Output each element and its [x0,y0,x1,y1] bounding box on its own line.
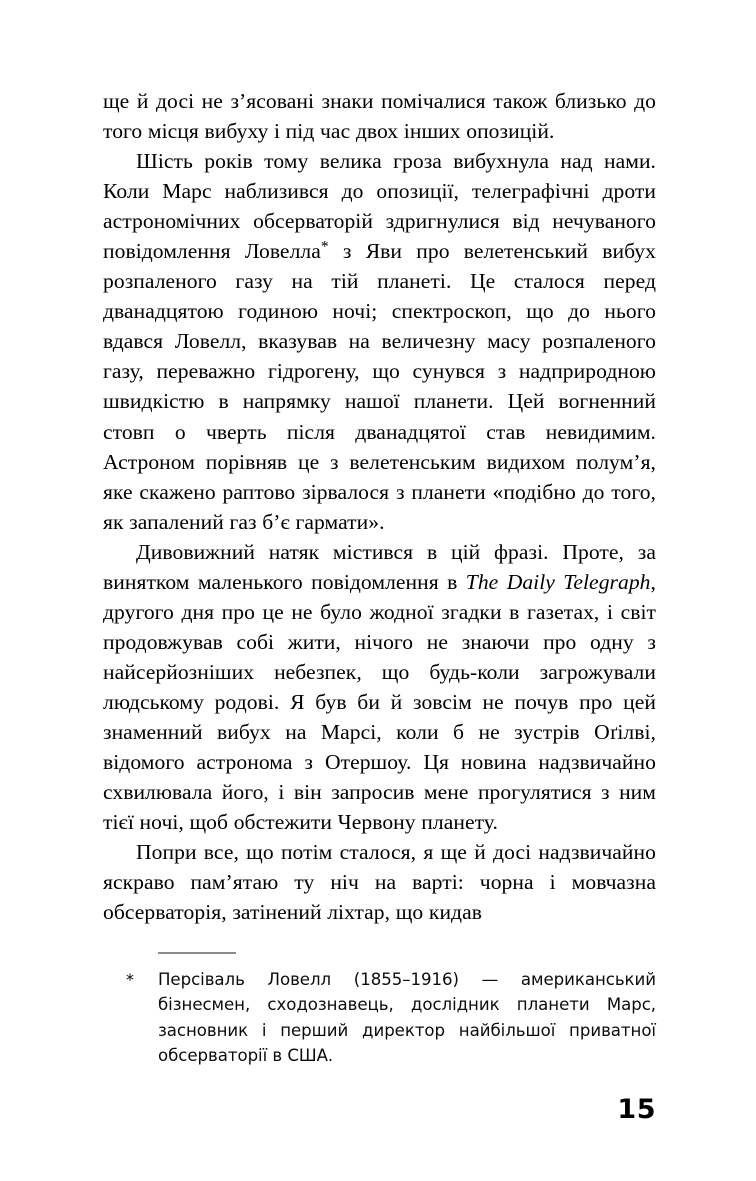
paragraph-3 [103,537,656,837]
paragraph-4: Попри все, що потім сталося, я ще й досі надзвичайно яскраво пам’ятаю ту ніч на варті: чорна і мовчазна обсерваторія, затінений ліхтар, що кидав [103,840,656,925]
footnote-separator-rule [158,952,236,954]
footnote-entry [103,967,656,1069]
paragraph-2-text-before-footnote: Шість років тому велика гроза вибухнула над нами. Коли Марс наблизився до опозиції, телеграфічні дроти астрономічних обсерваторій здригнулися від нечуваного повідомлення Ловелла [103,149,656,264]
footnote-marker: * [126,970,134,989]
footnote-reference-marker[interactable]: * [320,238,329,256]
paragraph-3-text-before-title: Дивовижний натяк містився в цій фразі. Проте, за винятком маленького повідомлення в [103,539,656,594]
paragraph-2 [103,146,656,537]
body-text-block [103,86,656,927]
page-number: 15 [617,1094,656,1125]
paragraph-2-text-after-footnote: з Яви про велетенський вибух розпаленого газу на тій планеті. Це сталося перед дванадцятою годиною ночі; спектроскоп, що до нього вдався Ловелл, вказував на величезну масу розпаленого газу, переважно гідрогену, що сунувся з надприродною швидкістю в напрямку нашої планети. Цей вогненний стовп о чверть після дванадцятої став невидимим. Астроном порівняв це з велетенським видихом полум’я, яке скажено раптово зірвалося з планети «подібно до того, як запалений газ б’є гармати». [103,239,656,534]
footnote-text: Персіваль Ловелл (1855–1916) — американський бізнесмен, сходознавець, дослідник планети Марс, засновник і перший директор найбільшої приватної обсерваторії в США. [158,970,656,1066]
paragraph-1: ще й досі не з’ясовані знаки помічалися також близько до того місця вибуху і під час двох інших опозицій. [103,89,656,144]
newspaper-title: The Daily Telegraph [465,569,651,594]
footnote-section [103,952,656,1069]
paragraph-3-text-after-title: , другого дня про це не було жодної згадки в газетах, і світ продовжував собі жити, нічого не знаючи про одну з найсерйозніших небезпек, що будь-коли загрожували людському родові. Я був би й зовсім не почув про цей знаменний вибух на Марсі, коли б не зустрів Оґілві, відомого астронома з Отершоу. Ця новина надзвичайно схвилювала його, і він запросив мене прогулятися з ним тієї ночі, щоб обстежити Червону планету. [103,569,656,835]
